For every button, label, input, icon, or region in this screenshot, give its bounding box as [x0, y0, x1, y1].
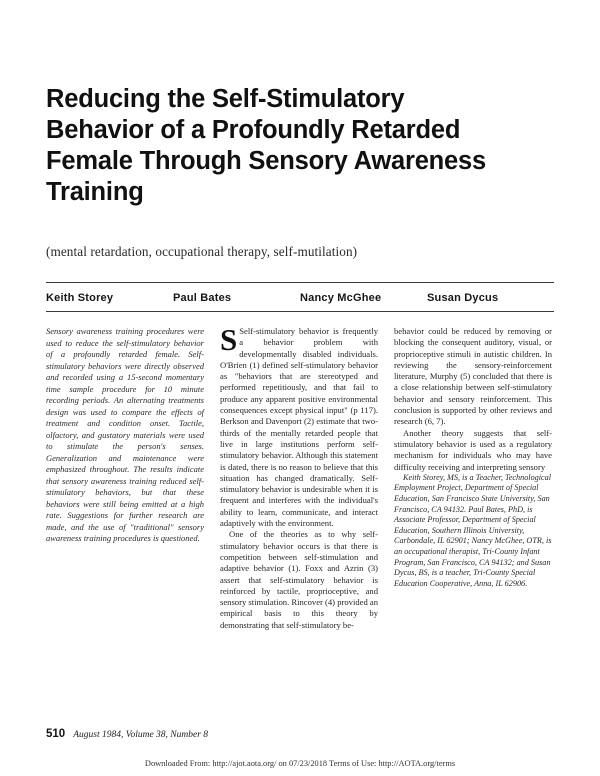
divider-bottom: [46, 311, 554, 312]
author-4: Susan Dycus: [427, 292, 499, 304]
author-1: Keith Storey: [46, 292, 114, 304]
article-content: [46, 84, 554, 631]
body-paragraph: One of the theories as to why self-stimulatory behavior occurs is that there is competition between self-stimulation and adaptive behavior (1). Foxx and Azrin (3) assert that self-stimulatory behavior is reinforced by tactile, proprioceptive, and sensory stimulation. Rincover (4) provided an empirical basis to this theory by demonstrating that self-stimulatory be-: [220, 529, 378, 630]
journal-citation: August 1984, Volume 38, Number 8: [73, 730, 209, 740]
author-bio: Keith Storey, MS, is a Teacher, Technological Employment Project, Department of Special Education, San Francisco State University, San Francisco, CA 94132. Paul Bates, PhD, is Associate Professor, Department of Special Education, Southern Illinois University, Carbondale, IL 62901; Nancy McGhee, OTR, is an occupational therapist, Tri-County Infant Program, San Francisco, CA 94132; and Susan Dycus, BS, is a teacher, Tri-County Special Education Cooperative, Anna, IL 62906.: [394, 472, 552, 588]
author-3: Nancy McGhee: [300, 292, 382, 304]
body-paragraph: [220, 322, 378, 529]
body-paragraph: Another theory suggests that self-stimulatory behavior is used as a regulatory mechanism for individuals who may have difficulty receiving and interpreting sensory: [394, 427, 552, 472]
page-title: Reducing the Self-Stimulatory Behavior of a Profoundly Retarded Female Through Sensory Awareness Training: [46, 85, 486, 206]
body-column-2: [394, 326, 552, 589]
column-container: [46, 322, 554, 631]
body-paragraph: behavior could be reduced by removing or blocking the consequent auditory, visual, or proprioceptive stimuli in autistic children. In reviewing the sensory-reinforcement literature, Murphy (5) concluded that there is a close relationship between self-stimulatory behavior and sensory reinforcement. This conclusion is supported by other reviews and research (6, 7).: [394, 326, 552, 427]
abstract-text: Sensory awareness training procedures were used to reduce the self-stimulatory behavior of a profoundly retarded female. Self-stimulatory behaviors were directly observed and recorded using a 15-second momentary time sample procedure for 10 minute recording periods. An alternating treatments design was used to compare the effects of treatment and condition onset. Tactile, olfactory, and gustatory materials were used to stimulate the person's senses. Generalization and maintenance were emphasized throughout. The results indicate that sensory awareness training reduced self-stimulatory behaviors, but that these behaviors were still being emitted at a high rate. Suggestions for further research are made, and the use of "traditional" sensory awareness training procedures is questioned.: [46, 326, 204, 543]
abstract-column: [46, 326, 204, 545]
article-keywords: (mental retardation, occupational therapy, self-mutilation): [46, 244, 358, 259]
download-watermark: Downloaded From: http://ajot.aota.org/ on 07/23/2018 Terms of Use: http://AOTA.org/terms: [144, 759, 456, 768]
body-column-1: [220, 322, 378, 631]
author-list: [46, 292, 554, 304]
page-footer: [46, 728, 554, 740]
page-number: 510: [46, 728, 66, 740]
author-2: Paul Bates: [173, 292, 232, 304]
divider-top: [46, 282, 554, 283]
body-paragraph-text: Self-stimulatory behavior is frequently a behavior problem with developmentally disabled individuals. O'Brien (1) defined self-stimulatory behavior as "behaviors that are stereotyped and performed repetitiously, and that fail to produce any apparent positive environmental consequences except physical input" (p 117). Berkson and Davenport (2) estimate that two-thirds of the mentally retarded people that live in large institutions perform self-stimulatory behavior. Although this statement is dated, there is no reason to believe that this situation has changed dramatically. Self-stimulatory behavior is undesirable when it is frequent and interferes with the individual's ability to learn, communicate, and interact adaptively with the environment.: [220, 326, 378, 529]
drop-cap: S: [220, 322, 238, 357]
